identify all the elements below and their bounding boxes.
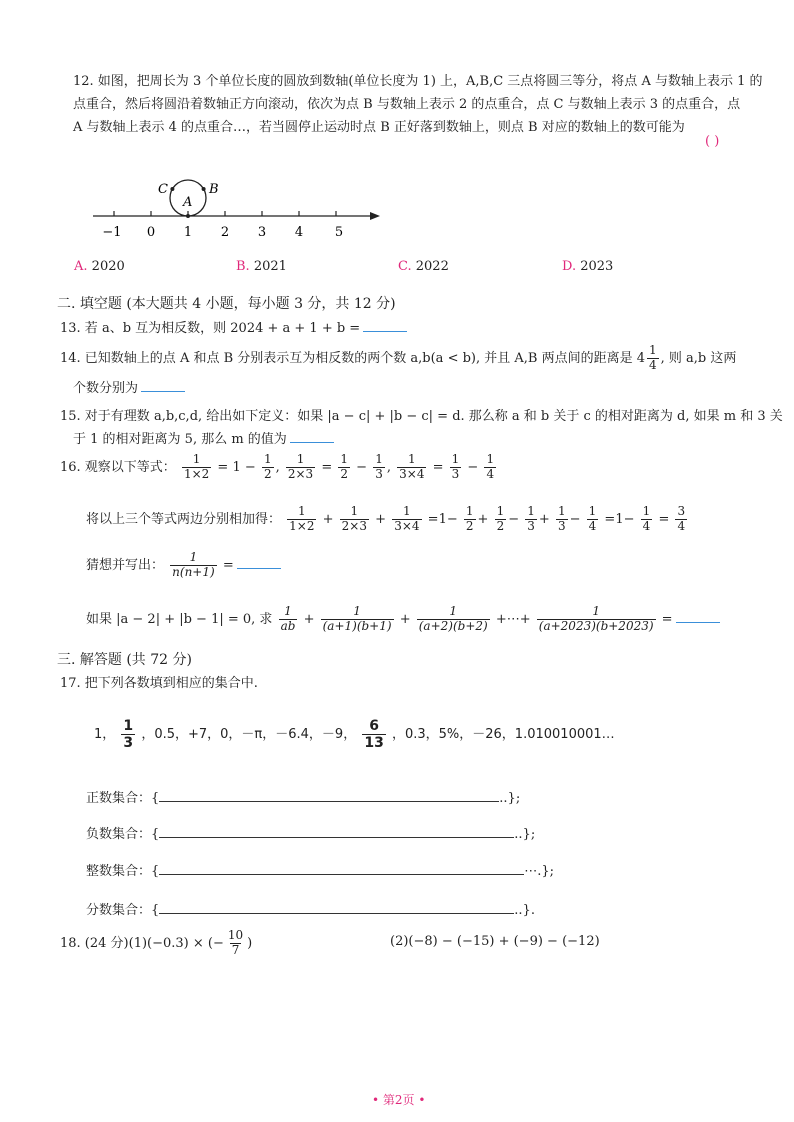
- q17-number-list: 1， $\frac{1}{3}$ ，0.5，+7，0，－π，－6.4，－9， $\frac{6}{13}$ ，0.3，5%，－26，1.010010001…: [94, 718, 615, 752]
- label-c: C: [158, 182, 168, 197]
- svg-text:0: 0: [146, 225, 156, 240]
- section3-title: 三. 解答题 (共 72 分): [57, 652, 192, 668]
- q14-line1: 14. 已知数轴上的点 A 和点 B 分别表示互为相反数的两个数 a,b(a < b), 并且 A,B 两点间的距离是 4 $\frac{1}{4}$ , 则 a,b 这两: [60, 343, 737, 372]
- point-b: [202, 187, 206, 191]
- option-d[interactable]: D. 2023: [562, 259, 614, 274]
- option-c[interactable]: C. 2022: [398, 259, 449, 274]
- q15-answer-blank[interactable]: [290, 442, 334, 443]
- set-negative-line[interactable]: [159, 837, 514, 838]
- label-b: B: [209, 182, 219, 197]
- q13: 13. 若 a、b 互为相反数，则 2024 + a + 1 + b =: [60, 317, 407, 336]
- q12-line1: 12. 如图，把周长为 3 个单位长度的圆放到数轴(单位长度为 1) 上，A,B,C 三点将圆三等分，将点 A 与数轴上表示 1 的: [73, 74, 763, 89]
- point-c: [170, 187, 174, 191]
- set-integer: 整数集合：{ ⋯.};: [86, 864, 555, 879]
- set-fraction: 分数集合：{ ..}.: [86, 903, 535, 918]
- q12-line3: A 与数轴上表示 4 的点重合…，若当圆停止运动时点 B 正好落到数轴上，则点 B 对应的数轴上的数可能为: [73, 120, 685, 135]
- set-positive-line[interactable]: [159, 801, 499, 802]
- point-a: [186, 214, 190, 218]
- option-a[interactable]: A. 2020: [74, 259, 125, 274]
- set-integer-line[interactable]: [159, 874, 524, 875]
- q18-part1: 18. (24 分)(1)(−0.3) × (− $\frac{10}{7}$ ): [60, 928, 253, 957]
- set-positive: 正数集合：{ ..};: [86, 791, 521, 806]
- svg-text:5: 5: [334, 225, 344, 240]
- page-number: • 第2页 •: [372, 1093, 426, 1107]
- svg-text:−1: −1: [102, 225, 122, 240]
- tick-labels: [102, 225, 343, 240]
- axis-arrow-icon: [370, 212, 380, 220]
- q12-answer-paren: ( ): [705, 134, 720, 149]
- q17-text: 17. 把下列各数填到相应的集合中.: [60, 676, 258, 691]
- q16-if-line: 如果 |a − 2| + |b − 1| = 0, 求 $\frac{1}{ab}$ + $\frac{1}{(a+1)(b+1)}$ + $\frac{1}{(a+2)(b+2)}$ +⋯+ $\frac{1}{(a+2023)(b+2023)}$ =: [86, 605, 720, 634]
- option-b[interactable]: B. 2021: [236, 259, 287, 274]
- label-a: A: [183, 195, 193, 210]
- axis-ticks: [114, 211, 336, 216]
- q16-sum-line: 将以上三个等式两边分别相加得： $\frac{1}{1\times 2}$ + $\frac{1}{2\times 3}$ + $\frac{1}{3\times 4}$ =1− $\frac{1}{2}$ + $\frac{1}{2}$ − $\frac{1}{3}$ + $\frac{1}{3}$ − $\frac{1}{4}$ =1− $\frac{1}{4}$ = $\frac{3}{4}$: [86, 504, 686, 533]
- section2-title: 二. 填空题 (本大题共 4 小题，每小题 3 分，共 12 分): [57, 296, 396, 312]
- number-line-figure: [88, 172, 388, 244]
- svg-text:2: 2: [220, 225, 230, 240]
- q16-guess-line: 猜想并写出： $\frac{1}{n(n+1)}$ =: [86, 551, 281, 580]
- set-negative: 负数集合：{ ..};: [86, 827, 536, 842]
- q13-answer-blank[interactable]: [363, 331, 407, 332]
- q16-intro-line: 16. 观察以下等式： $\frac{1}{1\times 2}$ = 1 − $\frac{1}{2}$ , $\frac{1}{2\times 3}$ = $\frac{1}{2}$ − $\frac{1}{3}$ , $\frac{1}{3\times 4}$ = $\frac{1}{3}$ − $\frac{1}{4}$: [60, 452, 495, 481]
- svg-text:3: 3: [257, 225, 267, 240]
- q16-guess-blank[interactable]: [237, 568, 281, 569]
- q14-answer-blank[interactable]: [141, 391, 185, 392]
- q14-line2: 个数分别为: [73, 377, 185, 396]
- svg-text:4: 4: [294, 225, 304, 240]
- q16-sum-blank[interactable]: [676, 622, 720, 623]
- svg-text:1: 1: [183, 225, 193, 240]
- q15-line1: 15. 对于有理数 a,b,c,d, 给出如下定义：如果 |a − c| + |b − c| = d. 那么称 a 和 b 关于 c 的相对距离为 d, 如果 m 和 3 关: [60, 409, 783, 424]
- q15-line2: 于 1 的相对距离为 5, 那么 m 的值为: [73, 428, 334, 447]
- set-fraction-line[interactable]: [159, 913, 514, 914]
- q12-line2: 点重合，然后将圆沿着数轴正方向滚动，依次为点 B 与数轴上表示 2 的点重合，点 C 与数轴上表示 3 的点重合，点: [73, 97, 741, 112]
- q18-part2: (2)(−8) − (−15) + (−9) − (−12): [390, 934, 600, 949]
